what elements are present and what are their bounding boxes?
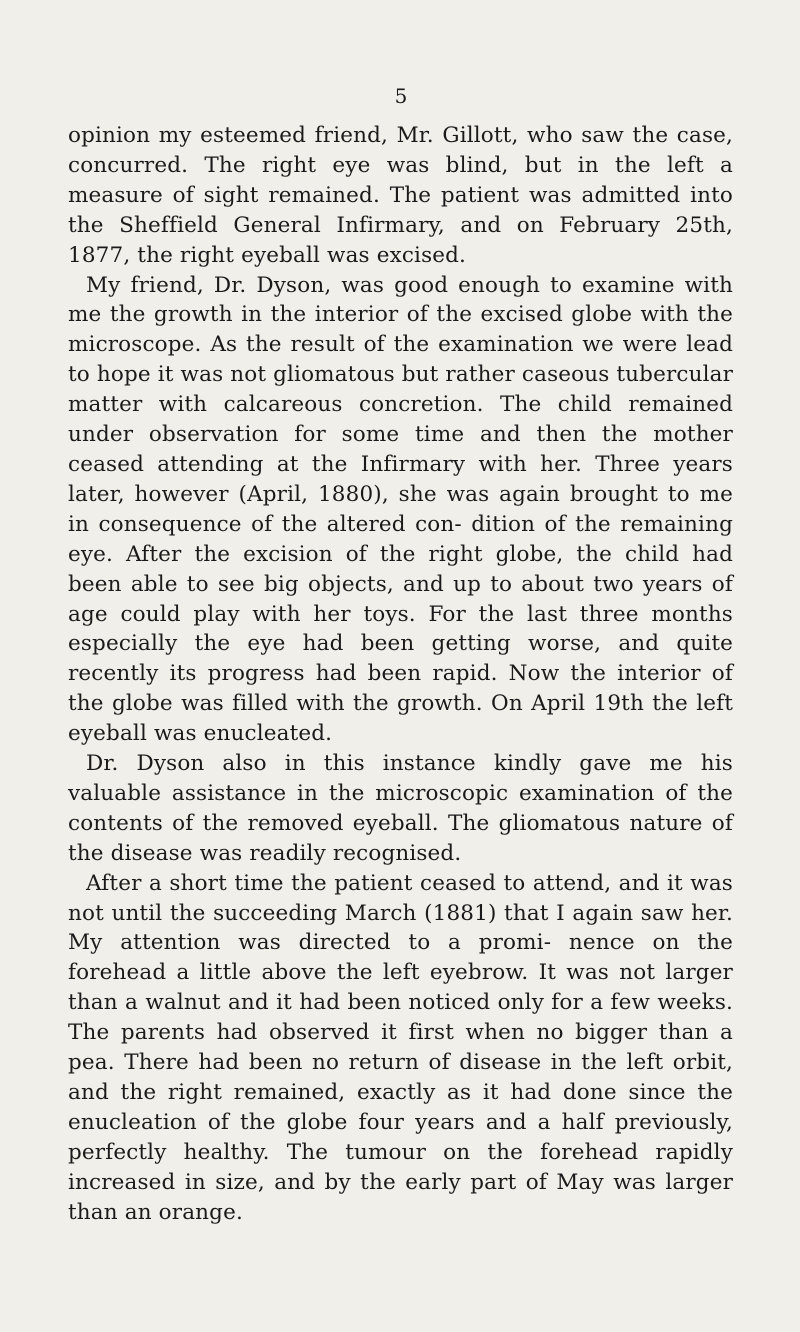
paragraph-2: My friend, Dr. Dyson, was good enough to examine with me the growth in the interior of the excised globe with the microscope. As the result of the examination we were lead to hope it was not gliomatous but rather caseous tubercular matter with calcareous concretion. The child remained under observation for some time and then the mother ceased attending at the Infirmary with her. Three years later, however (April, 1880), she was again brought to me in consequence of the altered con- dition of the remaining eye. After the excision of the right globe, the child had been able to see big objects, and up to about two years of age could play with her toys. For the last three months especially the eye had been getting worse, and quite recently its progress had been rapid. Now the interior of the globe was filled with the growth. On April 19th the left eyeball was enucleated. bbox=[68, 272, 733, 747]
paragraph-3: Dr. Dyson also in this instance kindly gave me his valuable assistance in the microscopic examination of the contents of the removed eyeball. The gliomatous nature of the disease was readily recognised. bbox=[68, 751, 733, 866]
page-number: 5 bbox=[394, 84, 408, 108]
body-text bbox=[68, 121, 733, 1228]
paragraph-1: opinion my esteemed friend, Mr. Gillott, who saw the case, concurred. The right eye was blind, but in the left a measure of sight remained. The patient was admitted into the Sheffield General Infirmary, and on February 25th, 1877, the right eyeball was excised. bbox=[68, 123, 733, 268]
paragraph-4: After a short time the patient ceased to attend, and it was not until the succeeding March (1881) that I again saw her. My attention was directed to a promi- nence on the forehead a little above the left eyebrow. It was not larger than a walnut and it had been noticed only for a few weeks. The parents had observed it first when no bigger than a pea. There had been no return of disease in the left orbit, and the right remained, exactly as it had done since the enucleation of the globe four years and a half previously, perfectly healthy. The tumour on the forehead rapidly increased in size, and by the early part of May was larger than an orange. bbox=[68, 870, 733, 1225]
